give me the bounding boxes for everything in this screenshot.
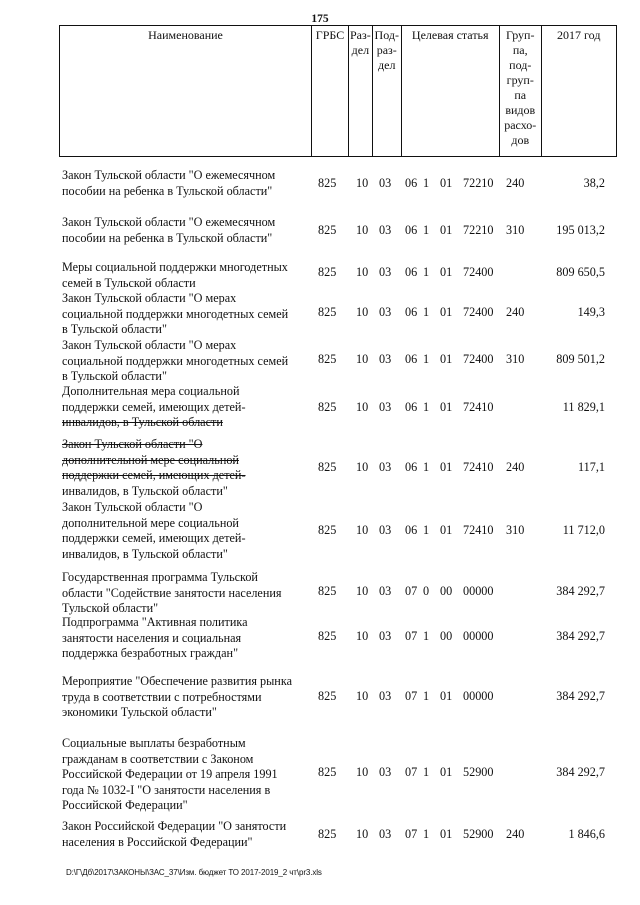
row-name-line: Тульской области" [62,601,159,616]
row-name-line: Закон Тульской области "О [62,500,203,514]
cell-amount: 809 650,5 [556,265,605,279]
row-name-line: Закон Тульской области "О мерах [62,338,237,352]
cell-amount: 384 292,7 [556,629,605,643]
cell-dir: 52900 [463,765,494,779]
cell-amount: 38,2 [583,176,605,190]
cell-main: 01 [440,765,453,779]
cell-sub: 1 [423,765,430,779]
cell-main: 00 [440,629,453,643]
cell-sub: 1 [423,629,430,643]
row-name [62,215,312,246]
row-name [62,291,312,338]
cell-sub: 1 [423,265,430,279]
cell-grbs: 825 [318,765,337,779]
cell-main: 01 [440,689,453,703]
row-name [62,674,312,721]
header-grbs: ГРБС [312,26,349,157]
row-name-line: дополнительной мере социальной [62,452,239,467]
row-name-line: дополнительной мере социальной [62,515,239,530]
cell-podrazdel: 03 [379,689,392,703]
row-name [62,736,312,814]
cell-main: 01 [440,223,453,237]
cell-program: 06 [405,460,418,474]
row-name-line: поддержки семей, имеющих детей- [62,468,246,483]
cell-grbs: 825 [318,223,337,237]
cell-grbs: 825 [318,689,337,703]
header-podrazdel: Под- раз- дел [372,26,401,157]
cell-sub: 1 [423,827,430,841]
file-path-footer: D:\Г\Дб\2017\ЗАКОНЫ\ЗАС_37\Изм. бюджет ТО 2017-2019_2 чт\pr3.xls [66,868,322,877]
row-name-line: Социальные выплаты безработным [62,736,246,750]
row-name-line: Закон Тульской области "О мерах [62,291,237,305]
row-name-line: Закон Тульской области "О ежемесячном [62,215,276,229]
cell-razdel: 10 [356,223,369,237]
header-name: Наименование [60,26,312,157]
cell-main: 01 [440,460,453,474]
row-name-line: Мероприятие "Обеспечение развития рынка [62,674,292,688]
cell-razdel: 10 [356,629,369,643]
row-name-line: инвалидов, в Тульской области" [62,546,228,561]
cell-grbs: 825 [318,460,337,474]
cell-podrazdel: 03 [379,827,392,841]
cell-sub: 1 [423,523,430,537]
cell-dir: 72410 [463,400,494,414]
cell-sub: 1 [423,689,430,703]
cell-main: 01 [440,176,453,190]
cell-sub: 1 [423,223,430,237]
cell-razdel: 10 [356,265,369,279]
cell-dir: 72210 [463,223,494,237]
cell-amount: 117,1 [578,460,605,474]
cell-main: 00 [440,584,453,598]
cell-podrazdel: 03 [379,176,392,190]
cell-grbs: 825 [318,523,337,537]
cell-dir: 72400 [463,265,494,279]
header-year: 2017 год [541,26,616,157]
cell-amount: 384 292,7 [556,584,605,598]
row-name [62,500,312,562]
cell-amount: 384 292,7 [556,765,605,779]
cell-podrazdel: 03 [379,765,392,779]
cell-dir: 52900 [463,827,494,841]
cell-razdel: 10 [356,584,369,598]
cell-dir: 72410 [463,523,494,537]
row-name-line: экономики Тульской области" [62,705,217,720]
cell-razdel: 10 [356,827,369,841]
cell-amount: 809 501,2 [556,352,605,366]
cell-program: 06 [405,176,418,190]
row-name-line: гражданам в соответствии с Законом [62,751,254,766]
cell-program: 07 [405,629,418,643]
row-name [62,168,312,199]
cell-main: 01 [440,352,453,366]
cell-podrazdel: 03 [379,460,392,474]
cell-main: 01 [440,305,453,319]
row-name-line: инвалидов, в Тульской области" [62,483,228,498]
cell-sub: 1 [423,400,430,414]
cell-grbs: 825 [318,305,337,319]
cell-razdel: 10 [356,765,369,779]
cell-amount: 11 829,1 [562,400,605,414]
cell-group: 240 [506,305,525,319]
cell-podrazdel: 03 [379,400,392,414]
cell-sub: 0 [423,584,430,598]
row-name-line: Российской Федерации от 19 апреля 1991 [62,767,278,782]
cell-podrazdel: 03 [379,223,392,237]
cell-razdel: 10 [356,352,369,366]
row-name-line: семей в Тульской области [62,275,196,290]
row-name-line: труда в соответствии с потребностями [62,689,262,704]
cell-grbs: 825 [318,265,337,279]
cell-podrazdel: 03 [379,584,392,598]
cell-program: 06 [405,400,418,414]
cell-group: 240 [506,827,525,841]
cell-sub: 1 [423,176,430,190]
cell-sub: 1 [423,305,430,319]
cell-program: 07 [405,765,418,779]
cell-amount: 11 712,0 [562,523,605,537]
row-name-line: населения в Российской Федерации" [62,834,253,849]
cell-podrazdel: 03 [379,629,392,643]
cell-group: 240 [506,176,525,190]
cell-program: 06 [405,305,418,319]
cell-razdel: 10 [356,460,369,474]
row-name-line: области "Содействие занятости населения [62,585,282,600]
row-name-line: поддержки семей, имеющих детей- [62,399,246,414]
row-name [62,437,312,499]
cell-grbs: 825 [318,584,337,598]
cell-amount: 1 846,6 [568,827,605,841]
row-name-line: социальной поддержки многодетных семей [62,306,289,321]
row-name-line: Подпрограмма "Активная политика [62,615,248,629]
header-razdel: Раз- дел [349,26,373,157]
row-name-line: Закон Тульской области "О [62,437,203,451]
cell-razdel: 10 [356,523,369,537]
row-name [62,570,312,617]
row-name-line: Российской Федерации" [62,798,188,813]
cell-razdel: 10 [356,176,369,190]
row-name-line: инвалидов, в Тульской области [62,415,223,430]
cell-sub: 1 [423,352,430,366]
row-name-line: Меры социальной поддержки многодетных [62,260,288,274]
cell-amount: 195 013,2 [556,223,605,237]
row-name-line: поддержки семей, имеющих детей- [62,531,246,546]
cell-program: 06 [405,352,418,366]
cell-razdel: 10 [356,400,369,414]
row-name-line: социальной поддержки многодетных семей [62,353,289,368]
row-name-line: года № 1032-I "О занятости населения в [62,782,271,797]
cell-amount: 384 292,7 [556,689,605,703]
cell-razdel: 10 [356,305,369,319]
cell-dir: 72210 [463,176,494,190]
row-name-line: Закон Российской Федерации "О занятости [62,819,287,833]
row-name [62,338,312,385]
cell-program: 06 [405,265,418,279]
cell-dir: 00000 [463,584,494,598]
cell-dir: 72400 [463,352,494,366]
cell-main: 01 [440,827,453,841]
cell-grbs: 825 [318,352,337,366]
cell-program: 07 [405,689,418,703]
cell-grbs: 825 [318,827,337,841]
row-name-line: Государственная программа Тульской [62,570,258,584]
cell-group: 310 [506,523,525,537]
cell-podrazdel: 03 [379,305,392,319]
row-name-line: Дополнительная мера социальной [62,384,240,398]
page-number: 175 [311,13,329,25]
cell-podrazdel: 03 [379,352,392,366]
cell-main: 01 [440,265,453,279]
row-name-line: пособии на ребенка в Тульской области" [62,183,273,198]
cell-dir: 00000 [463,689,494,703]
cell-group: 310 [506,352,525,366]
row-name [62,819,312,850]
cell-group: 310 [506,223,525,237]
cell-program: 07 [405,584,418,598]
cell-dir: 72410 [463,460,494,474]
row-name [62,615,312,662]
cell-group: 240 [506,460,525,474]
header-group: Груп- па, под- груп- па видов расхо- дов [499,26,541,157]
cell-main: 01 [440,523,453,537]
cell-podrazdel: 03 [379,523,392,537]
row-name-line: пособии на ребенка в Тульской области" [62,230,273,245]
cell-dir: 72400 [463,305,494,319]
cell-grbs: 825 [318,629,337,643]
cell-grbs: 825 [318,176,337,190]
row-name [62,384,312,431]
row-name-line: поддержка безработных граждан" [62,646,239,661]
cell-main: 01 [440,400,453,414]
row-name-line: Закон Тульской области "О ежемесячном [62,168,276,182]
cell-amount: 149,3 [577,305,605,319]
row-name-line: в Тульской области" [62,369,167,384]
row-name-line: в Тульской области" [62,322,167,337]
cell-program: 06 [405,223,418,237]
table-header [59,25,617,157]
row-name-line: занятости населения и социальная [62,630,242,645]
row-name [62,260,312,291]
cell-razdel: 10 [356,689,369,703]
cell-sub: 1 [423,460,430,474]
cell-program: 06 [405,523,418,537]
cell-program: 07 [405,827,418,841]
cell-dir: 00000 [463,629,494,643]
cell-podrazdel: 03 [379,265,392,279]
header-target: Целевая статья [401,26,499,157]
cell-grbs: 825 [318,400,337,414]
